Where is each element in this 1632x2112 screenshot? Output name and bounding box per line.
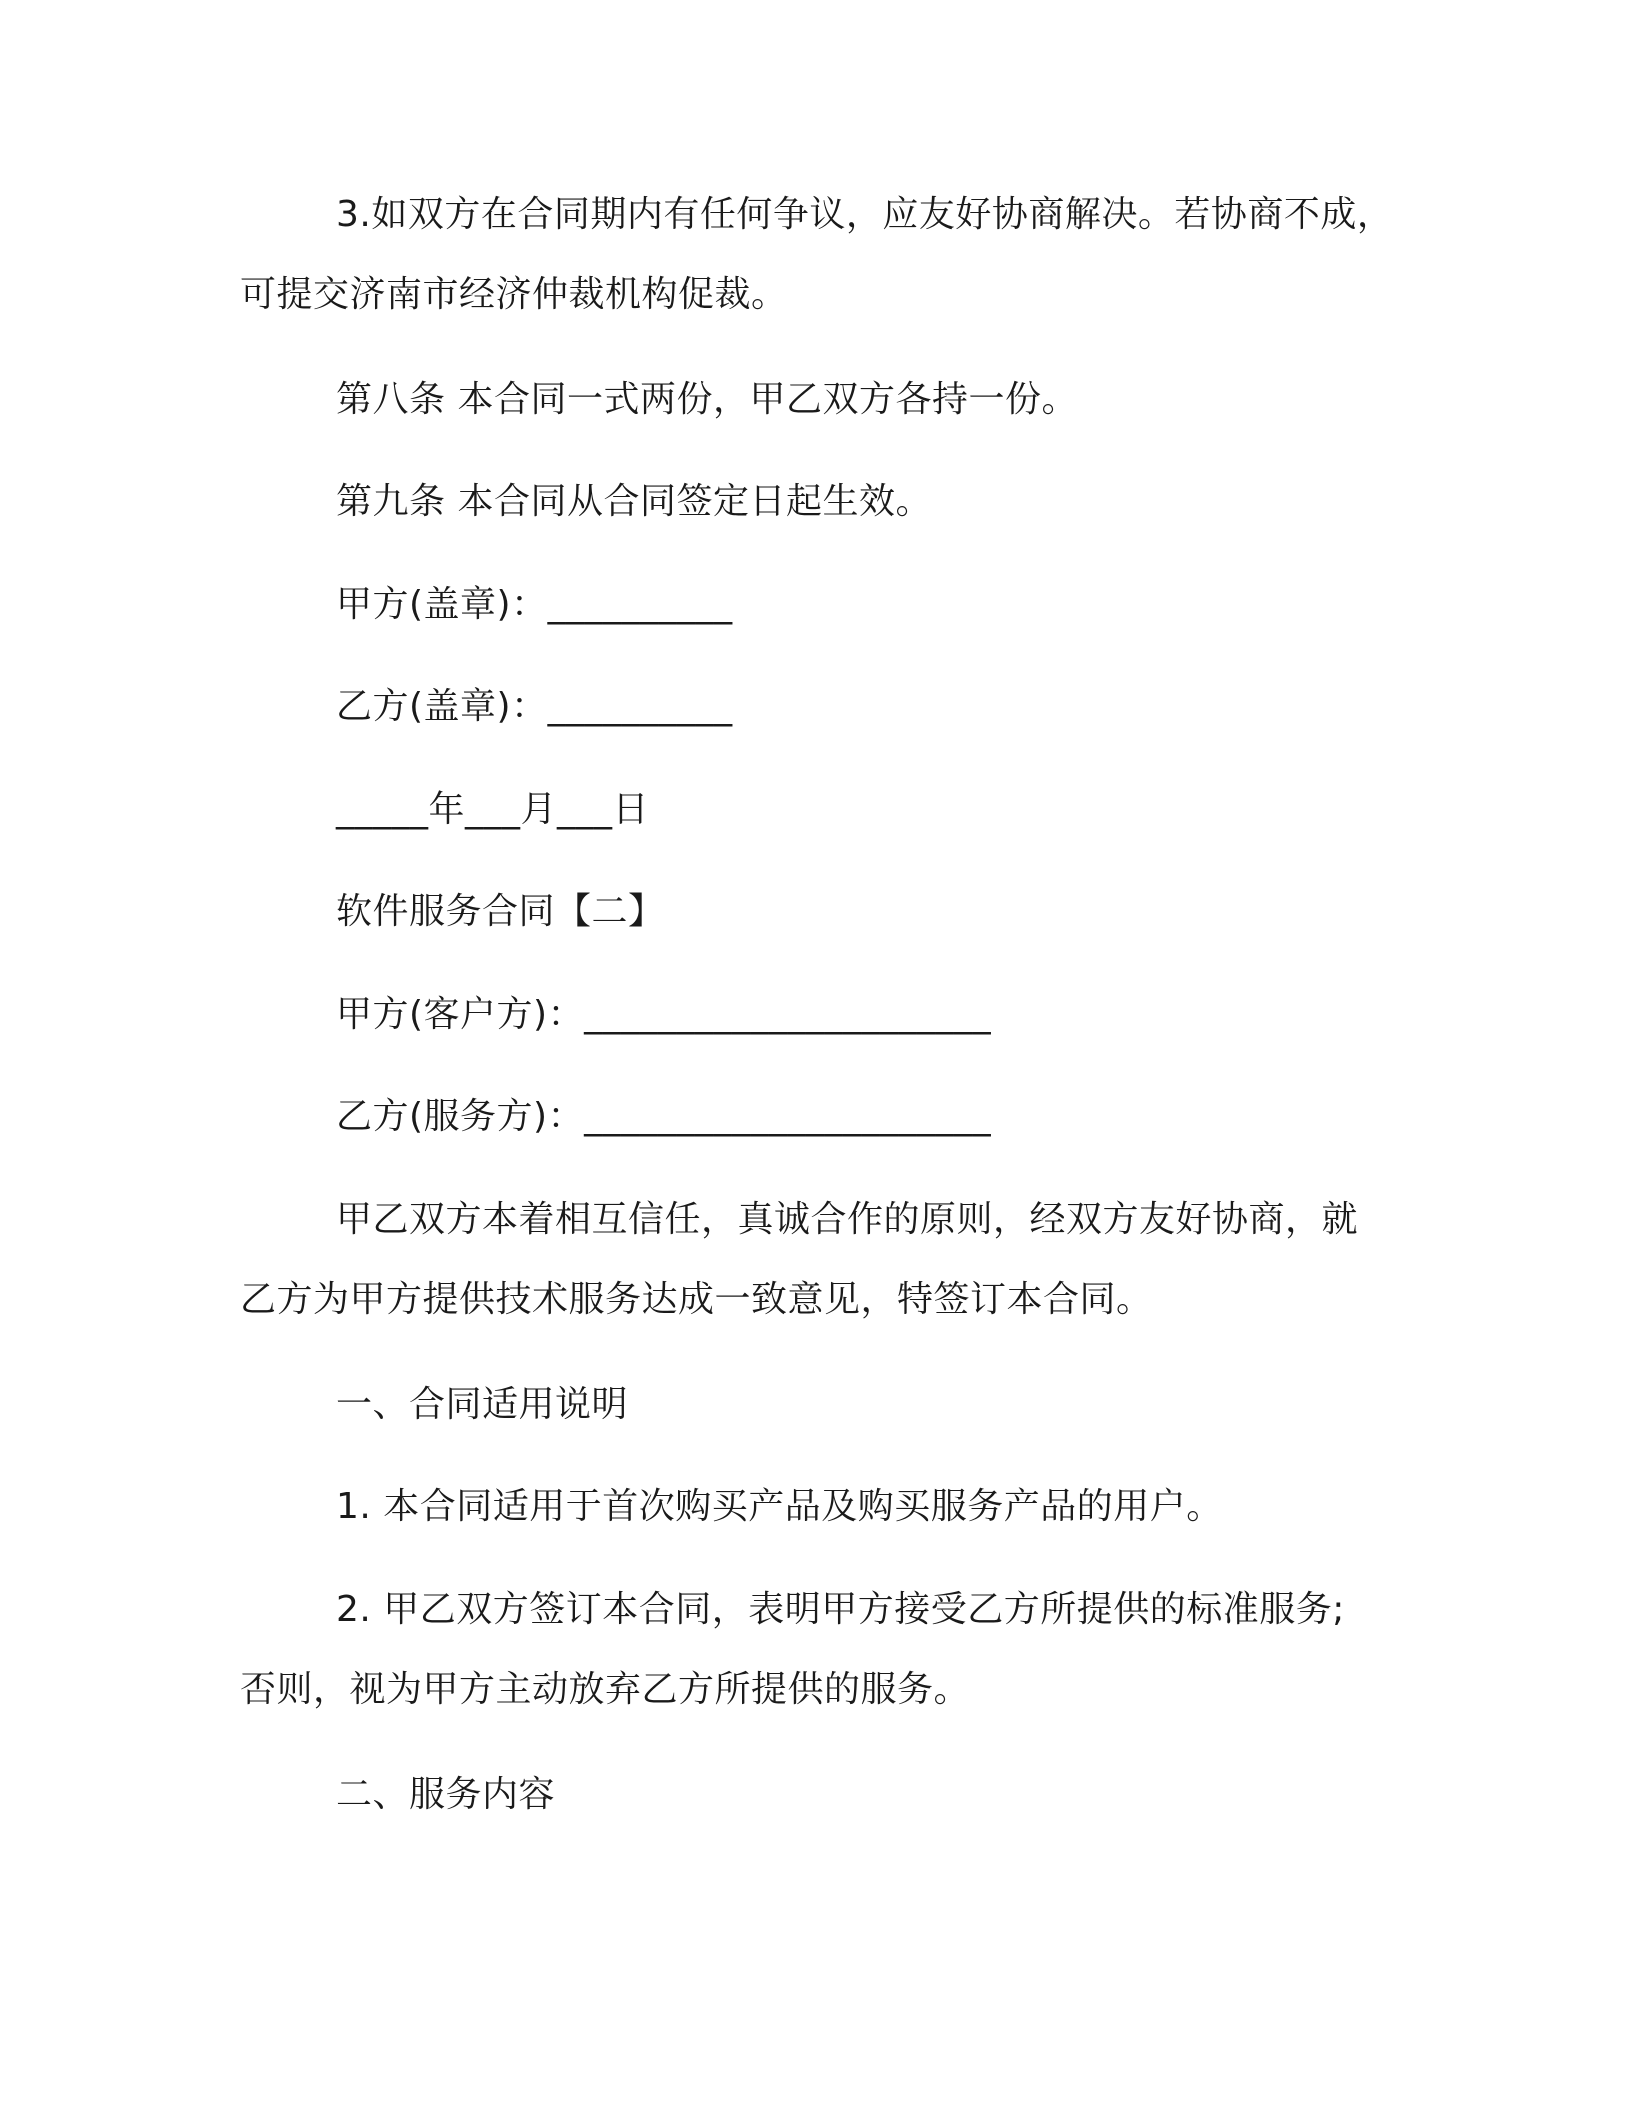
section-1-item-1	[240, 1467, 1410, 1547]
clause-9	[240, 462, 1410, 542]
section-2-heading-text: 二、服务内容	[336, 1774, 556, 1815]
signature-party-b-text: 乙方(盖章)：__________	[336, 686, 733, 727]
section-1-item-1-text: 1. 本合同适用于首次购买产品及购买服务产品的用户。	[336, 1486, 1223, 1527]
clause-7-item-3-line-2: 可提交济南市经济仲裁机构促裁。	[240, 274, 788, 315]
clause-9-text: 第九条 本合同从合同签定日起生效。	[336, 481, 932, 522]
section-1-item-2	[240, 1570, 1410, 1730]
party-b-service	[240, 1077, 1410, 1157]
signature-date	[240, 770, 1410, 850]
party-b-service-text: 乙方(服务方)：______________________	[336, 1096, 992, 1137]
signature-party-a-text: 甲方(盖章)：__________	[336, 584, 733, 625]
signature-date-text: _____年___月___日	[336, 789, 650, 830]
signature-party-a	[240, 565, 1410, 645]
section-1-item-2-line-2: 否则，视为甲方主动放弃乙方所提供的服务。	[240, 1669, 971, 1710]
signature-party-b	[240, 667, 1410, 747]
clause-8-text: 第八条 本合同一式两份，甲乙双方各持一份。	[336, 379, 1078, 420]
section-1-heading	[240, 1365, 1410, 1445]
contract-2-title-text: 软件服务合同【二】	[336, 891, 665, 932]
contract-2-title	[240, 872, 1410, 952]
section-1-item-2-line-1: 2. 甲乙双方签订本合同，表明甲方接受乙方所提供的标准服务;	[336, 1589, 1345, 1630]
section-2-heading	[240, 1755, 1410, 1835]
preamble	[240, 1180, 1410, 1340]
party-a-client-text: 甲方(客户方)：______________________	[336, 994, 992, 1035]
clause-7-item-3-line-1: 3.如双方在合同期内有任何争议，应友好协商解决。若协商不成，	[336, 194, 1394, 235]
preamble-line-2: 乙方为甲方提供技术服务达成一致意见，特签订本合同。	[240, 1279, 1153, 1320]
clause-7-item-3	[240, 175, 1410, 335]
clause-8	[240, 360, 1410, 440]
preamble-line-1: 甲乙双方本着相互信任，真诚合作的原则，经双方友好协商，就	[336, 1199, 1359, 1240]
section-1-heading-text: 一、合同适用说明	[336, 1384, 629, 1425]
party-a-client	[240, 975, 1410, 1055]
